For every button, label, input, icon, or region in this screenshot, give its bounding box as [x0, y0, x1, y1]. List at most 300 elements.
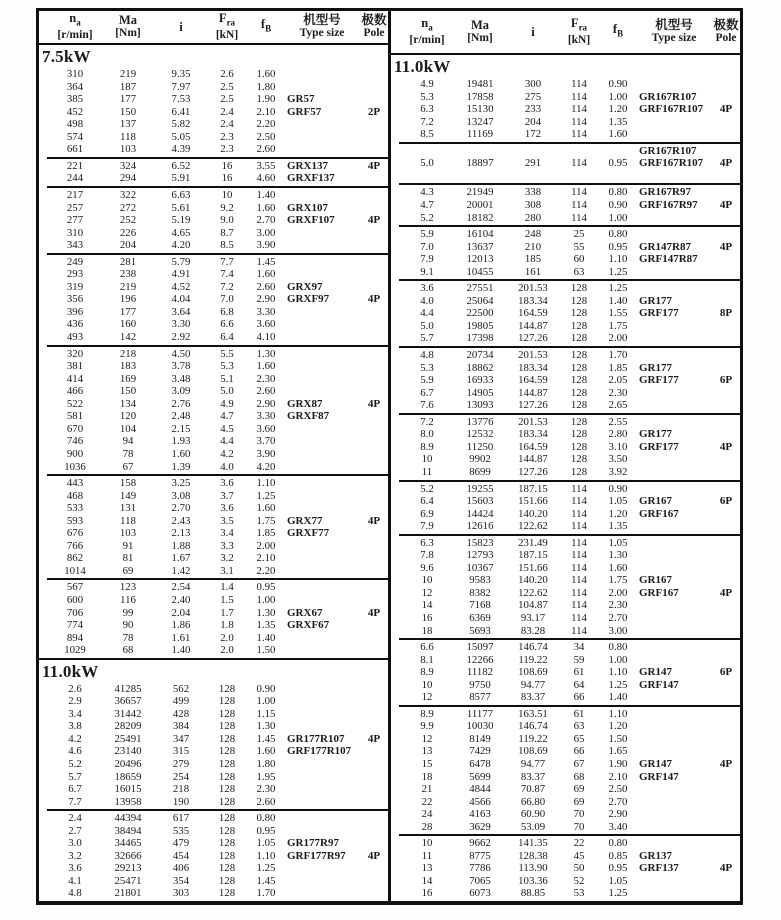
cell-i: 308 — [524, 199, 542, 212]
cell-i: 94.77 — [520, 757, 546, 770]
cell-na: 6.9 — [420, 507, 434, 520]
cell-i: 499 — [172, 695, 190, 708]
type-size-group — [391, 480, 740, 534]
cell-fra: 2.4 — [220, 105, 234, 118]
table-row — [39, 360, 388, 373]
table-row — [39, 887, 388, 900]
cell-type: GR177 — [639, 428, 672, 441]
cell-i: 2.54 — [171, 581, 191, 594]
header-text: Ma — [470, 18, 490, 33]
cell-fra: 8.5 — [220, 239, 234, 252]
cell-ma: 32666 — [114, 849, 142, 862]
type-size-group — [39, 578, 388, 657]
cell-fb: 0.85 — [608, 849, 628, 862]
cell-fb: 2.10 — [256, 552, 276, 565]
cell-ma: 20001 — [466, 199, 494, 212]
table-row — [39, 435, 388, 448]
type-size-group — [391, 534, 740, 638]
cell-ma: 7065 — [469, 874, 491, 887]
column-header-name — [455, 19, 505, 32]
type-size-group — [391, 638, 740, 705]
table-row — [39, 632, 388, 645]
cell-i: 9.35 — [171, 68, 191, 81]
cell-i: 2.70 — [171, 502, 191, 515]
cell-na: 257 — [66, 201, 84, 214]
cell-ma: 13776 — [466, 415, 494, 428]
cell-fra: 5.3 — [220, 360, 234, 373]
cell-fra: 70 — [573, 808, 585, 821]
cell-pole — [709, 549, 743, 562]
cell-na: 3.2 — [68, 849, 82, 862]
cell-i — [505, 170, 561, 183]
cell-ma: 21949 — [466, 186, 494, 199]
type-size-group — [391, 413, 740, 480]
cell-type: GRX137 — [287, 159, 328, 172]
cell-ma: 41285 — [114, 682, 142, 695]
table-row — [39, 318, 388, 331]
cell-fra: 68 — [573, 770, 585, 783]
cell-ma: 67 — [122, 460, 134, 473]
type-size-group — [39, 809, 388, 901]
cell-na: 5.9 — [420, 228, 434, 241]
cell-pole — [357, 490, 391, 503]
cell-i: 83.37 — [520, 691, 546, 704]
cell-ma: 19805 — [466, 319, 494, 332]
column-header-unit: Pole — [363, 27, 385, 40]
cell-type: GR177 — [639, 361, 672, 374]
cell-ma — [455, 170, 505, 183]
table-row — [391, 758, 740, 771]
type-size-group — [39, 682, 388, 809]
table-row — [39, 160, 388, 173]
cell-fra: 114 — [571, 90, 587, 103]
cell-type — [639, 821, 709, 834]
cell-i: 1.60 — [171, 447, 191, 460]
table-row — [391, 253, 740, 266]
cell-i: 190 — [172, 795, 190, 808]
cell-pole — [357, 502, 391, 515]
cell-pole — [357, 373, 391, 386]
cell-na: 3.4 — [68, 707, 82, 720]
spec-table-right-panel — [391, 11, 740, 901]
cell-fb: 1.10 — [256, 849, 276, 862]
cell-na: 862 — [66, 552, 84, 565]
table-row — [391, 116, 740, 129]
cell-i: 1.42 — [171, 564, 191, 577]
cell-ma: 38494 — [114, 824, 142, 837]
cell-ma: 25491 — [114, 732, 142, 745]
cell-i: 338 — [524, 186, 542, 199]
cell-i: 5.61 — [171, 201, 191, 214]
cell-fb: 3.00 — [256, 226, 276, 239]
cell-na: 593 — [66, 514, 84, 527]
cell-fb: 1.70 — [608, 349, 628, 362]
cell-na: 5.2 — [68, 757, 82, 770]
cell-fra: 114 — [571, 549, 587, 562]
cell-i: 1.67 — [171, 552, 191, 565]
table-row — [391, 733, 740, 746]
cell-na: 900 — [66, 447, 84, 460]
cell-i: 185 — [524, 253, 542, 266]
cell-i: 146.74 — [518, 720, 548, 733]
header-text: F — [570, 15, 579, 30]
cell-pole — [357, 875, 391, 888]
cell-fb: 1.10 — [256, 477, 276, 490]
cell-type — [287, 385, 357, 398]
cell-ma: 68 — [122, 644, 134, 657]
cell-na: 493 — [66, 331, 84, 344]
cell-pole — [709, 708, 743, 721]
cell-na: 706 — [66, 606, 84, 619]
cell-i: 53.09 — [520, 820, 546, 833]
cell-type — [639, 399, 709, 412]
cell-ma: 21801 — [114, 887, 142, 900]
cell-fra: 114 — [571, 561, 587, 574]
table-row — [39, 837, 388, 850]
cell-i: 3.64 — [171, 305, 191, 318]
cell-pole — [357, 131, 391, 144]
cell-fra: 128 — [570, 294, 588, 307]
cell-i: 280 — [524, 211, 542, 224]
cell-na: 364 — [66, 80, 84, 93]
table-row — [391, 783, 740, 796]
type-size-group — [39, 186, 388, 253]
cell-type — [639, 212, 709, 225]
cell-i: 4.91 — [171, 268, 191, 281]
cell-i: 66.80 — [520, 795, 546, 808]
cell-pole — [709, 416, 743, 429]
table-row — [391, 186, 740, 199]
cell-type: GRX87 — [287, 397, 323, 410]
cell-na: 5.3 — [420, 90, 434, 103]
cell-type — [639, 332, 709, 345]
cell-fra: 52 — [573, 874, 585, 887]
cell-type: GRX77 — [287, 514, 323, 527]
cell-fb: 1.30 — [256, 347, 276, 360]
cell-fb: 1.60 — [256, 201, 276, 214]
cell-ma: 23140 — [114, 745, 142, 758]
cell-type — [287, 812, 357, 825]
table-row — [391, 307, 740, 320]
cell-na: 28 — [421, 820, 433, 833]
cell-na: 3.0 — [68, 837, 82, 850]
cell-fra: 4.9 — [220, 397, 234, 410]
cell-fra: 3.6 — [220, 502, 234, 515]
cell-pole — [357, 477, 391, 490]
cell-pole — [709, 428, 743, 441]
cell-type — [639, 625, 709, 638]
cell-fra: 128 — [218, 812, 236, 825]
table-row — [391, 387, 740, 400]
cell-fra: 9.0 — [220, 214, 234, 227]
cell-pole — [357, 552, 391, 565]
table-row — [391, 266, 740, 279]
cell-pole — [357, 81, 391, 94]
cell-pole — [357, 683, 391, 696]
cell-fb: 4.10 — [256, 331, 276, 344]
type-size-group — [391, 705, 740, 834]
cell-ma: 9662 — [469, 837, 491, 850]
cell-pole — [357, 708, 391, 721]
cell-type — [287, 875, 357, 888]
cell-type — [287, 565, 357, 578]
table-row — [39, 227, 388, 240]
table-row — [391, 708, 740, 721]
cell-type — [639, 641, 709, 654]
cell-fb: 2.30 — [608, 386, 628, 399]
cell-ma: 8577 — [469, 691, 491, 704]
cell-fra: 1.5 — [220, 593, 234, 606]
cell-na: 567 — [66, 581, 84, 594]
cell-ma: 12532 — [466, 428, 494, 441]
cell-ma: 218 — [119, 347, 137, 360]
cell-ma: 16015 — [114, 783, 142, 796]
header-text: 极数 — [713, 18, 739, 33]
column-header — [245, 18, 287, 36]
cell-i: 144.87 — [518, 319, 548, 332]
cell-i: 1.40 — [171, 644, 191, 657]
cell-pole — [709, 796, 743, 809]
cell-type: GR167R107 — [639, 90, 697, 103]
cell-fb: 2.20 — [256, 564, 276, 577]
cell-pole — [709, 679, 743, 692]
cell-type — [287, 348, 357, 361]
cell-pole: 4P — [367, 214, 381, 227]
cell-na: 2.9 — [68, 695, 82, 708]
header-text: 极数 — [361, 13, 387, 28]
cell-fra: 128 — [218, 862, 236, 875]
cell-fb: 1.25 — [608, 887, 628, 900]
column-header-unit: [r/min] — [409, 34, 445, 47]
table-row — [391, 625, 740, 638]
table-row — [391, 654, 740, 667]
cell-i: 144.87 — [518, 386, 548, 399]
cell-pole — [357, 796, 391, 809]
cell-type — [639, 796, 709, 809]
cell-na: 18 — [421, 770, 433, 783]
cell-ma: 6369 — [469, 611, 491, 624]
cell-pole — [357, 227, 391, 240]
cell-fb: 3.50 — [608, 453, 628, 466]
table-row — [391, 679, 740, 692]
cell-na: 10 — [421, 678, 433, 691]
cell-type: GRX107 — [287, 201, 328, 214]
cell-na: 16 — [421, 887, 433, 900]
column-header — [47, 12, 103, 43]
cell-type: GRF147R87 — [639, 253, 698, 266]
cell-fra: 128 — [218, 874, 236, 887]
column-header-name — [505, 26, 561, 39]
cell-pole — [357, 118, 391, 131]
cell-ma: 4844 — [469, 783, 491, 796]
cell-type — [287, 644, 357, 657]
cell-type — [287, 695, 357, 708]
table-row — [39, 118, 388, 131]
cell-fra: 128 — [218, 770, 236, 783]
cell-pole — [709, 212, 743, 225]
power-section — [39, 658, 388, 901]
cell-pole — [357, 68, 391, 81]
cell-fra: 3.2 — [220, 552, 234, 565]
cell-pole — [357, 812, 391, 825]
cell-fra: 50 — [573, 862, 585, 875]
cell-fb: 2.10 — [256, 105, 276, 118]
cell-type: GRXF87 — [287, 410, 330, 423]
cell-na: 7.9 — [420, 520, 434, 533]
cell-ma: 131 — [119, 502, 137, 515]
cell-i: 103.36 — [518, 874, 548, 887]
cell-ma: 3629 — [469, 820, 491, 833]
cell-i: 617 — [172, 812, 190, 825]
cell-pole: 6P — [719, 374, 733, 387]
cell-fb: 3.00 — [608, 624, 628, 637]
cell-type: GRF147 — [639, 770, 679, 783]
cell-i: 3.08 — [171, 489, 191, 502]
cell-fb: 1.30 — [256, 606, 276, 619]
cell-i: 315 — [172, 745, 190, 758]
cell-fb: 3.30 — [256, 410, 276, 423]
cell-na: 466 — [66, 385, 84, 398]
cell-fra: 128 — [218, 887, 236, 900]
table-row — [391, 771, 740, 784]
cell-type — [287, 825, 357, 838]
cell-i: 144.87 — [518, 453, 548, 466]
cell-type — [639, 170, 709, 183]
cell-type — [287, 448, 357, 461]
cell-pole: 4P — [367, 732, 381, 745]
cell-na: 15 — [421, 757, 433, 770]
cell-fra: 128 — [218, 795, 236, 808]
column-header-name — [245, 18, 287, 36]
table-row — [39, 875, 388, 888]
cell-fb: 2.30 — [608, 599, 628, 612]
cell-pole — [709, 654, 743, 667]
cell-fb: 1.05 — [256, 837, 276, 850]
cell-fra: 1.7 — [220, 606, 234, 619]
cell-fb: 3.60 — [256, 422, 276, 435]
cell-ma: 149 — [119, 489, 137, 502]
table-row — [391, 887, 740, 900]
table-row — [391, 850, 740, 863]
cell-ma: 18659 — [114, 770, 142, 783]
cell-na: 7.2 — [420, 115, 434, 128]
cell-ma: 10030 — [466, 720, 494, 733]
cell-i: 128.38 — [518, 849, 548, 862]
cell-pole — [357, 565, 391, 578]
cell-i: 70.87 — [520, 783, 546, 796]
cell-fb: 1.00 — [608, 211, 628, 224]
table-row — [391, 199, 740, 212]
cell-ma: 294 — [119, 172, 137, 185]
cell-type — [639, 349, 709, 362]
cell-i: 119.22 — [518, 653, 548, 666]
column-header — [709, 19, 743, 45]
cell-na — [399, 170, 455, 183]
cell-pole — [357, 695, 391, 708]
cell-na: 1029 — [64, 644, 86, 657]
cell-i: 1.88 — [171, 539, 191, 552]
table-row — [39, 825, 388, 838]
cell-type: GR147 — [639, 666, 672, 679]
table-row — [391, 574, 740, 587]
cell-fb: 1.85 — [256, 527, 276, 540]
cell-type — [287, 552, 357, 565]
cell-pole — [709, 808, 743, 821]
column-header-name — [103, 14, 153, 27]
column-header-name — [399, 17, 455, 35]
cell-pole: 4P — [719, 862, 733, 875]
cell-type — [639, 282, 709, 295]
table-body — [39, 45, 388, 901]
cell-i: 119.22 — [518, 732, 548, 745]
table-row — [39, 527, 388, 540]
cell-pole — [709, 186, 743, 199]
cell-pole — [709, 128, 743, 141]
cell-fra: 114 — [571, 115, 587, 128]
cell-fb: 1.10 — [608, 707, 628, 720]
cell-ma: 272 — [119, 201, 137, 214]
cell-pole — [709, 170, 743, 183]
cell-fra: 69 — [573, 795, 585, 808]
column-header-unit: [r/min] — [57, 29, 93, 42]
cell-na: 310 — [66, 226, 84, 239]
cell-i: 201.53 — [518, 349, 548, 362]
table-row — [391, 399, 740, 412]
cell-fra: 6.8 — [220, 305, 234, 318]
cell-type — [639, 708, 709, 721]
table-row — [391, 282, 740, 295]
cell-fb: 2.90 — [256, 397, 276, 410]
cell-pole — [709, 520, 743, 533]
cell-type — [639, 78, 709, 91]
cell-i: 248 — [524, 228, 542, 241]
cell-fra: 3.4 — [220, 527, 234, 540]
cell-fb: 3.92 — [608, 465, 628, 478]
cell-pole: 6P — [719, 666, 733, 679]
column-header-name — [561, 17, 597, 35]
cell-na: 8.5 — [420, 128, 434, 141]
cell-na: 7.0 — [420, 240, 434, 253]
cell-fb: 3.60 — [256, 318, 276, 331]
cell-pole — [357, 143, 391, 156]
cell-fra: 128 — [218, 720, 236, 733]
cell-type — [639, 562, 709, 575]
column-headers — [39, 11, 388, 45]
cell-na: 5.9 — [420, 374, 434, 387]
cell-pole — [709, 574, 743, 587]
cell-na: 9.1 — [420, 265, 434, 278]
cell-na: 14 — [421, 874, 433, 887]
table-row — [39, 172, 388, 185]
cell-fra: 61 — [573, 707, 585, 720]
cell-fra: 2.0 — [220, 631, 234, 644]
cell-fb: 2.80 — [608, 428, 628, 441]
cell-i: 2.43 — [171, 514, 191, 527]
cell-type — [287, 423, 357, 436]
cell-fb: 1.75 — [608, 319, 628, 332]
cell-pole: 4P — [719, 440, 733, 453]
cell-fra: 128 — [570, 319, 588, 332]
cell-fra: 114 — [571, 211, 587, 224]
cell-i: 2.40 — [171, 593, 191, 606]
cell-i: 127.26 — [518, 465, 548, 478]
cell-pole — [357, 461, 391, 474]
table-row — [39, 565, 388, 578]
cell-fb: 2.00 — [608, 332, 628, 345]
cell-type — [287, 771, 357, 784]
cell-na: 13 — [421, 862, 433, 875]
cell-i: 161 — [524, 265, 542, 278]
